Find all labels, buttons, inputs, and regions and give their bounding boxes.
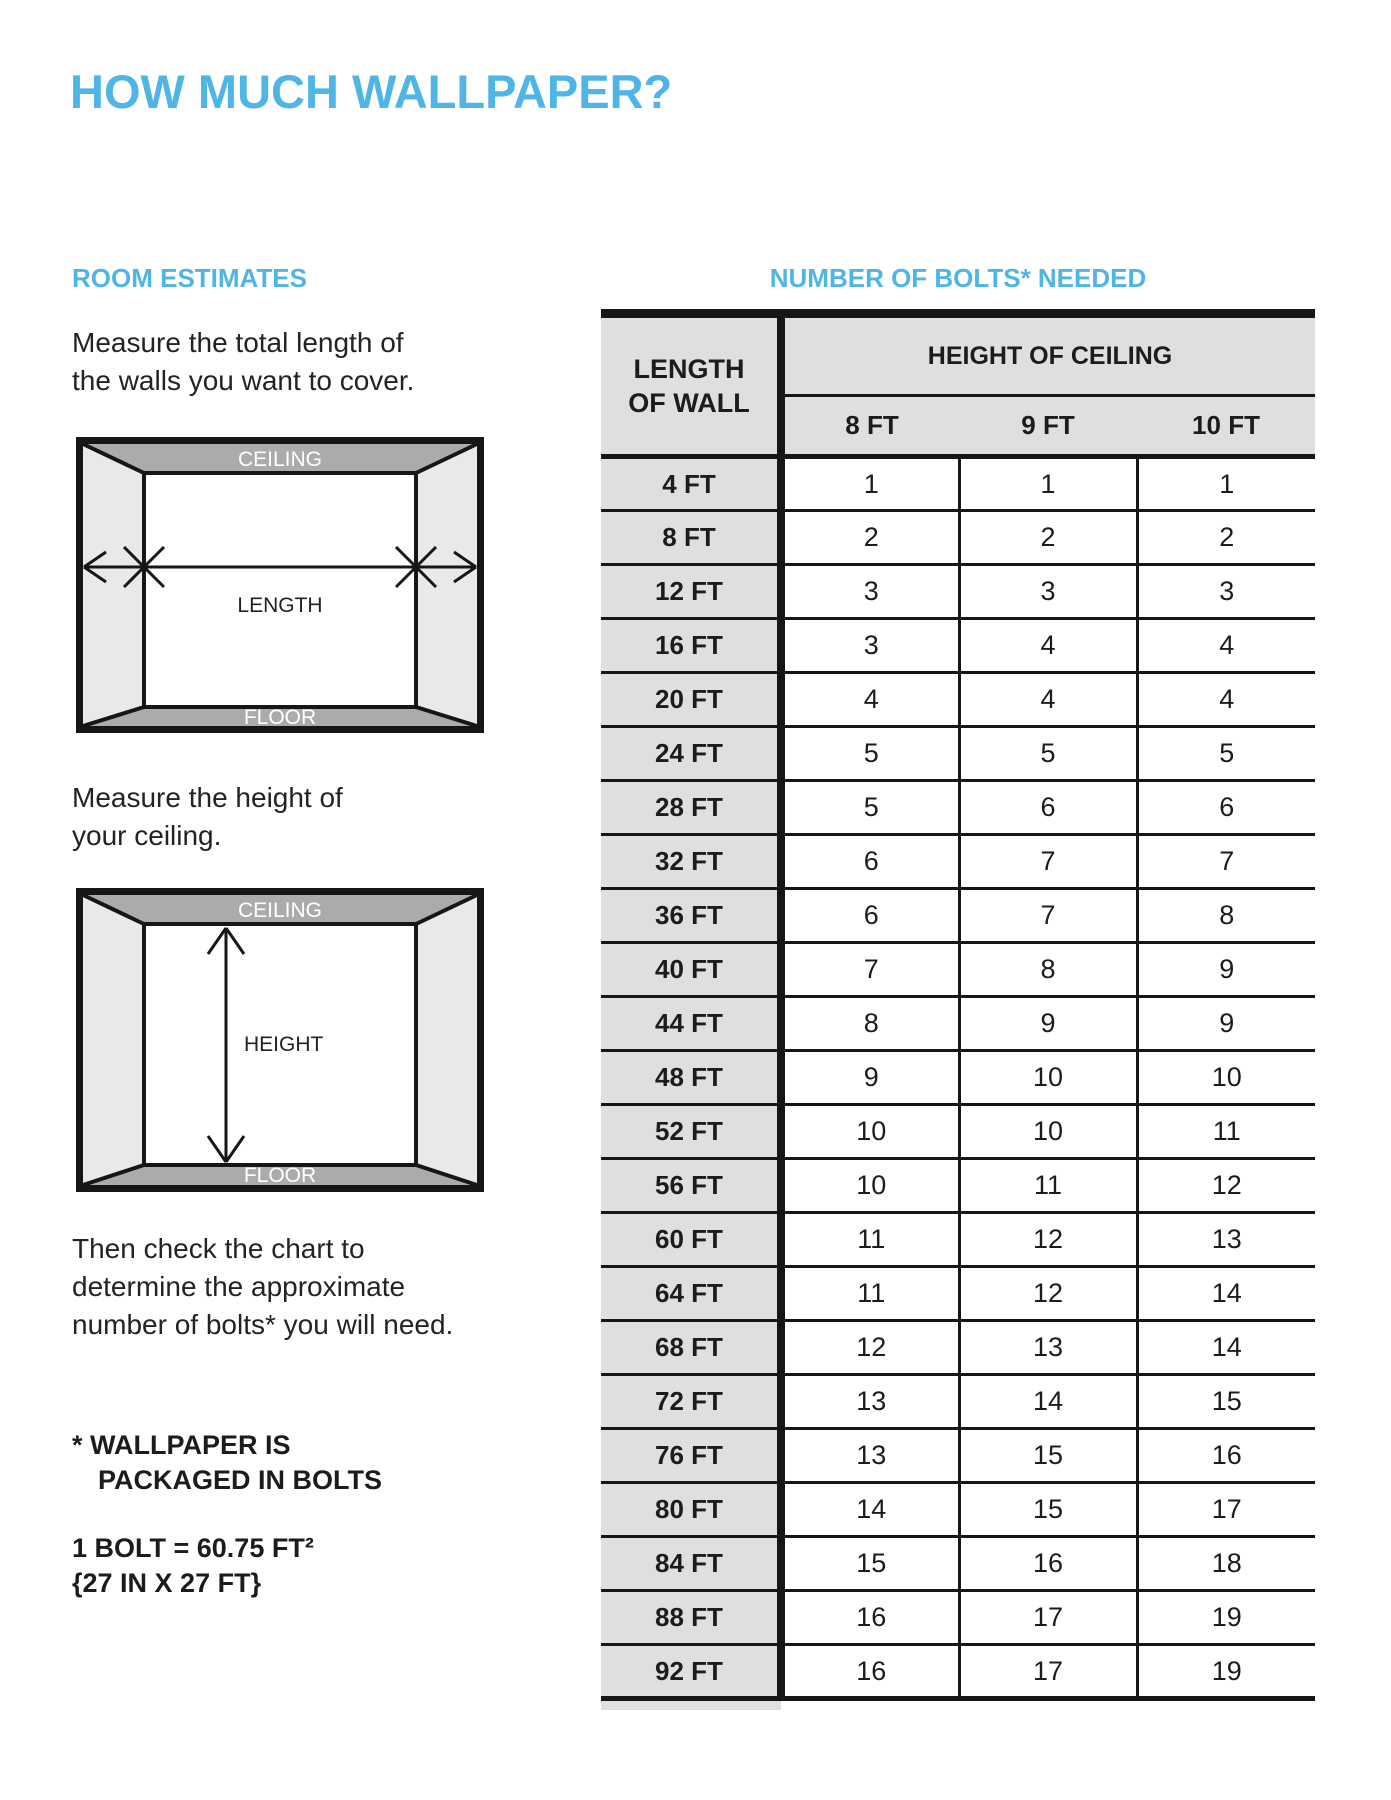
bolts-value-cell: 4: [1137, 619, 1315, 673]
bolts-value-cell: 13: [781, 1375, 959, 1429]
room-height-diagram: [76, 888, 484, 1192]
bolts-value-cell: 6: [781, 835, 959, 889]
bolts-value-cell: 2: [959, 511, 1137, 565]
instruction-line: Measure the height of: [72, 782, 343, 813]
back-wall: [144, 473, 416, 707]
bolts-value-cell: 12: [1137, 1159, 1315, 1213]
bolts-value-cell: 11: [781, 1213, 959, 1267]
bolts-value-cell: 9: [1137, 943, 1315, 997]
instruction-measure-height: [72, 779, 343, 855]
wall-length-cell: 92 FT: [601, 1645, 781, 1699]
bolts-value-cell: 19: [1137, 1645, 1315, 1699]
bolts-value-cell: 7: [781, 943, 959, 997]
table-row: [601, 1159, 1315, 1213]
wall-length-cell: 8 FT: [601, 511, 781, 565]
bolts-value-cell: 17: [1137, 1483, 1315, 1537]
table-row: [601, 1375, 1315, 1429]
bolts-value-cell: 5: [1137, 727, 1315, 781]
instruction-measure-length: [72, 324, 414, 400]
wall-length-cell: 4 FT: [601, 457, 781, 511]
bolts-value-cell: 16: [781, 1591, 959, 1645]
bolts-value-cell: 11: [781, 1267, 959, 1321]
bolts-value-cell: 1: [959, 457, 1137, 511]
table-row: [601, 727, 1315, 781]
wall-length-cell: 16 FT: [601, 619, 781, 673]
bolts-value-cell: 11: [959, 1159, 1137, 1213]
bolts-value-cell: 16: [1137, 1429, 1315, 1483]
footnote-line: 1 BOLT = 60.75 FT²: [72, 1533, 314, 1563]
wall-length-cell: 80 FT: [601, 1483, 781, 1537]
wall-length-cell: 24 FT: [601, 727, 781, 781]
label-column-tab: [601, 1701, 781, 1710]
instruction-line: your ceiling.: [72, 820, 222, 851]
bolts-value-cell: 12: [959, 1213, 1137, 1267]
instruction-line: the walls you want to cover.: [72, 365, 415, 396]
bolts-value-cell: 10: [781, 1159, 959, 1213]
length-of-wall-header: [601, 314, 781, 457]
table-row: [601, 997, 1315, 1051]
wall-length-cell: 32 FT: [601, 835, 781, 889]
page-title: HOW MUCH WALLPAPER?: [70, 65, 673, 118]
bolts-value-cell: 8: [959, 943, 1137, 997]
col-header-10ft: 10 FT: [1137, 396, 1315, 457]
wall-length-cell: 68 FT: [601, 1321, 781, 1375]
col-header-9ft: 9 FT: [959, 396, 1137, 457]
table-row: [601, 1321, 1315, 1375]
bolts-value-cell: 7: [1137, 835, 1315, 889]
room-length-diagram: [76, 437, 484, 733]
table-row: [601, 565, 1315, 619]
table-header-row-1: [601, 314, 1315, 396]
room-estimates-heading: ROOM ESTIMATES: [72, 263, 307, 293]
footnote-line: * WALLPAPER IS: [72, 1430, 291, 1460]
table-row: [601, 1267, 1315, 1321]
bolts-value-cell: 8: [1137, 889, 1315, 943]
bolts-value-cell: 11: [1137, 1105, 1315, 1159]
table-row: [601, 511, 1315, 565]
table-row: [601, 619, 1315, 673]
ceiling-label: CEILING: [237, 899, 323, 922]
bolts-value-cell: 4: [781, 673, 959, 727]
footnote-line: PACKAGED IN BOLTS: [98, 1465, 383, 1495]
bolts-value-cell: 14: [959, 1375, 1137, 1429]
bolts-value-cell: 19: [1137, 1591, 1315, 1645]
right-wall: [416, 444, 477, 726]
bolts-value-cell: 13: [1137, 1213, 1315, 1267]
wall-length-cell: 44 FT: [601, 997, 781, 1051]
bolts-value-cell: 7: [959, 889, 1137, 943]
bolts-value-cell: 15: [781, 1537, 959, 1591]
length-label: LENGTH: [237, 594, 323, 617]
col-header-8ft: 8 FT: [781, 396, 959, 457]
wall-length-cell: 72 FT: [601, 1375, 781, 1429]
bolts-value-cell: 1: [781, 457, 959, 511]
wall-length-cell: 28 FT: [601, 781, 781, 835]
bolts-value-cell: 15: [1137, 1375, 1315, 1429]
bolts-value-cell: 1: [1137, 457, 1315, 511]
bolts-value-cell: 3: [781, 619, 959, 673]
table-row: [601, 1213, 1315, 1267]
bolts-value-cell: 14: [781, 1483, 959, 1537]
bolts-value-cell: 16: [781, 1645, 959, 1699]
bolts-needed-heading: NUMBER OF BOLTS* NEEDED: [769, 263, 1147, 293]
bolts-table-rows: [601, 457, 1315, 1699]
table-row: [601, 457, 1315, 511]
bolts-value-cell: 3: [1137, 565, 1315, 619]
instruction-check-chart: [72, 1230, 453, 1344]
floor-label: FLOOR: [243, 706, 317, 729]
bolts-value-cell: 16: [959, 1537, 1137, 1591]
bolts-table: [601, 309, 1315, 1701]
bolts-value-cell: 10: [959, 1105, 1137, 1159]
right-wall: [416, 895, 477, 1185]
ceiling-label: CEILING: [237, 448, 323, 471]
bolts-value-cell: 13: [959, 1321, 1137, 1375]
wall-length-cell: 56 FT: [601, 1159, 781, 1213]
table-row: [601, 1105, 1315, 1159]
table-row: [601, 1051, 1315, 1105]
instruction-line: Measure the total length of: [72, 327, 404, 358]
table-row: [601, 1645, 1315, 1699]
table-row: [601, 835, 1315, 889]
bolts-value-cell: 10: [959, 1051, 1137, 1105]
footnote-wallpaper-bolts: [72, 1428, 382, 1498]
wall-length-cell: 88 FT: [601, 1591, 781, 1645]
wall-length-cell: 48 FT: [601, 1051, 781, 1105]
instruction-line: number of bolts* you will need.: [72, 1309, 454, 1340]
instruction-line: determine the approximate: [72, 1271, 406, 1302]
length-of-wall-line: LENGTH: [633, 354, 745, 384]
bolts-value-cell: 17: [959, 1645, 1137, 1699]
bolts-value-cell: 5: [781, 781, 959, 835]
wall-length-cell: 76 FT: [601, 1429, 781, 1483]
bolts-value-cell: 4: [959, 673, 1137, 727]
height-label: HEIGHT: [244, 1033, 324, 1056]
table-row: [601, 1591, 1315, 1645]
bolts-value-cell: 6: [1137, 781, 1315, 835]
bolts-value-cell: 15: [959, 1429, 1137, 1483]
footnote-bolt-size: [72, 1531, 314, 1601]
bolts-value-cell: 4: [959, 619, 1137, 673]
table-row: [601, 1483, 1315, 1537]
bolts-value-cell: 9: [1137, 997, 1315, 1051]
wall-length-cell: 40 FT: [601, 943, 781, 997]
table-row: [601, 1537, 1315, 1591]
bolts-value-cell: 5: [781, 727, 959, 781]
instruction-line: Then check the chart to: [72, 1233, 365, 1264]
table-row: [601, 781, 1315, 835]
floor-label: FLOOR: [243, 1164, 317, 1187]
bolts-value-cell: 9: [959, 997, 1137, 1051]
wall-length-cell: 64 FT: [601, 1267, 781, 1321]
bolts-value-cell: 7: [959, 835, 1137, 889]
table-row: [601, 673, 1315, 727]
bolts-value-cell: 12: [781, 1321, 959, 1375]
bolts-value-cell: 12: [959, 1267, 1137, 1321]
bolts-value-cell: 3: [781, 565, 959, 619]
bolts-value-cell: 14: [1137, 1267, 1315, 1321]
bolts-value-cell: 18: [1137, 1537, 1315, 1591]
bolts-value-cell: 6: [959, 781, 1137, 835]
wall-length-cell: 20 FT: [601, 673, 781, 727]
bolts-value-cell: 2: [1137, 511, 1315, 565]
wall-length-cell: 12 FT: [601, 565, 781, 619]
wall-length-cell: 84 FT: [601, 1537, 781, 1591]
bolts-value-cell: 15: [959, 1483, 1137, 1537]
bolts-value-cell: 14: [1137, 1321, 1315, 1375]
height-of-ceiling-header: HEIGHT OF CEILING: [781, 314, 1315, 396]
bolts-value-cell: 8: [781, 997, 959, 1051]
bolts-value-cell: 13: [781, 1429, 959, 1483]
table-row: [601, 889, 1315, 943]
length-of-wall-line: OF WALL: [628, 388, 750, 418]
left-wall: [83, 895, 144, 1185]
bolts-value-cell: 10: [1137, 1051, 1315, 1105]
bolts-value-cell: 10: [781, 1105, 959, 1159]
bolts-value-cell: 9: [781, 1051, 959, 1105]
bolts-value-cell: 4: [1137, 673, 1315, 727]
table-row: [601, 943, 1315, 997]
wall-length-cell: 60 FT: [601, 1213, 781, 1267]
bolts-value-cell: 6: [781, 889, 959, 943]
wall-length-cell: 36 FT: [601, 889, 781, 943]
wall-length-cell: 52 FT: [601, 1105, 781, 1159]
left-wall: [83, 444, 144, 726]
bolts-value-cell: 17: [959, 1591, 1137, 1645]
bolts-value-cell: 2: [781, 511, 959, 565]
bolts-value-cell: 3: [959, 565, 1137, 619]
bolts-table-container: [601, 309, 1315, 1710]
footnote-line: {27 IN X 27 FT}: [72, 1568, 262, 1598]
table-row: [601, 1429, 1315, 1483]
bolts-value-cell: 5: [959, 727, 1137, 781]
